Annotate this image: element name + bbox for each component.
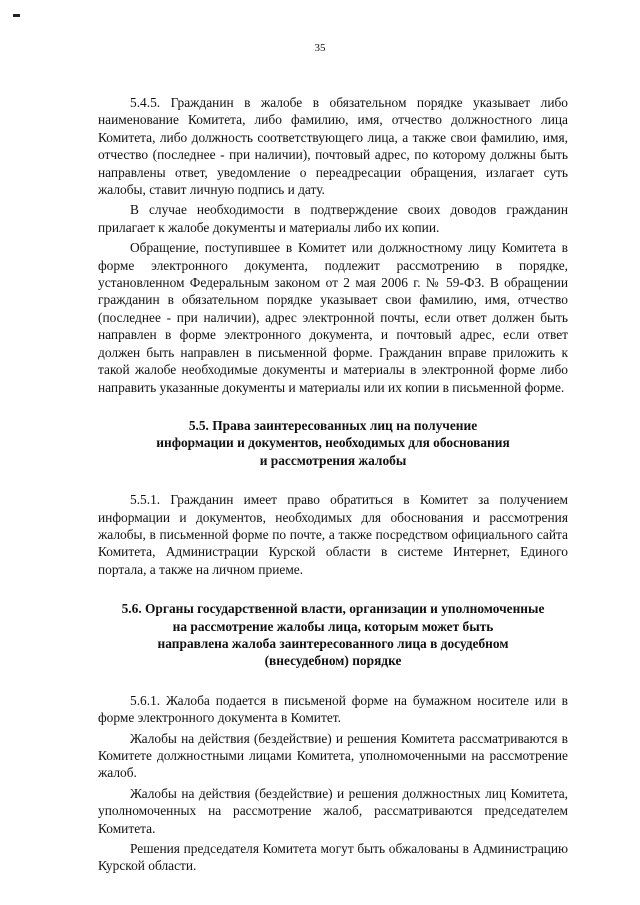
paragraph-complaints-committee: Жалобы на действия (бездействие) и решения Комитета рассматриваются в Комитете должностными лицами Комитета, уполномоченными на рассмотрение жалоб. (98, 730, 568, 781)
heading-line: (внесудебном) порядке (264, 653, 402, 669)
heading-line: информации и документов, необходимых для обоснования (156, 435, 510, 451)
heading-line: 5.6. Органы государственной власти, организации и уполномоченные (121, 601, 545, 617)
heading-line: направлена жалоба заинтересованного лица в досудебном (157, 635, 509, 651)
paragraph-electronic-appeal: Обращение, поступившее в Комитет или должностному лицу Комитета в форме электронного документа, подлежит рассмотрению в порядке, установленном Федеральным законом от 2 мая 2006 г. № 59-ФЗ. В обращении гражданин в обязательном порядке указывает свои фамилию, имя, отчество (последнее - при наличии), адрес электронной почты, если ответ должен быть направлен в форме электронного документа, и почтовый адрес, если ответ должен быть направлен в письменной форме. Гражданин вправе приложить к такой жалобе необходимые документы и материалы в электронной форме либо направить указанные документы и материалы или их копии в письменной форме. (98, 240, 568, 395)
paragraph-5-4-5: 5.4.5. Гражданин в жалобе в обязательном порядке указывает либо наименование Комитета, либо фамилию, имя, отчество должностного лица Комитета, либо должность соответствующего лица, а также свои фамилию, имя, отчество (последнее - при наличии), почтовый адрес, по которому должны быть направлены ответ, уведомление о переадресации обращения, излагает суть жалобы, ставит личную подпись и дату. (98, 95, 568, 198)
paragraph-chairman-decisions: Решения председателя Комитета могут быть обжалованы в Администрацию Курской области. (98, 841, 568, 874)
paragraph-supporting-documents: В случае необходимости в подтверждение своих доводов гражданин прилагает к жалобе документы и материалы либо их копии. (98, 202, 568, 235)
heading-5-6 (98, 600, 568, 670)
document-body (98, 94, 568, 875)
scan-mark (13, 14, 20, 17)
heading-line: 5.5. Права заинтересованных лиц на получение (188, 417, 478, 433)
page-number: 35 (314, 42, 326, 54)
heading-line: на рассмотрение жалобы лица, которым может быть (172, 618, 494, 634)
paragraph-5-5-1: 5.5.1. Гражданин имеет право обратиться в Комитет за получением информации и документов, необходимых для обоснования и рассмотрения жалобы, в письменной форме по почте, а также посредством официального сайта Комитета, Администрации Курской области в системе Интернет, Единого портала, а также на личном приеме. (98, 492, 568, 577)
heading-5-5 (98, 417, 568, 469)
paragraph-5-6-1: 5.6.1. Жалоба подается в письменой форме на бумажном носителе или в форме электронного документа в Комитет. (98, 692, 568, 726)
paragraph-complaints-officials: Жалобы на действия (бездействие) и решения должностных лиц Комитета, уполномоченных на рассмотрение жалоб, рассматриваются председателем Комитета. (98, 785, 568, 836)
heading-line: и рассмотрения жалобы (259, 452, 407, 468)
